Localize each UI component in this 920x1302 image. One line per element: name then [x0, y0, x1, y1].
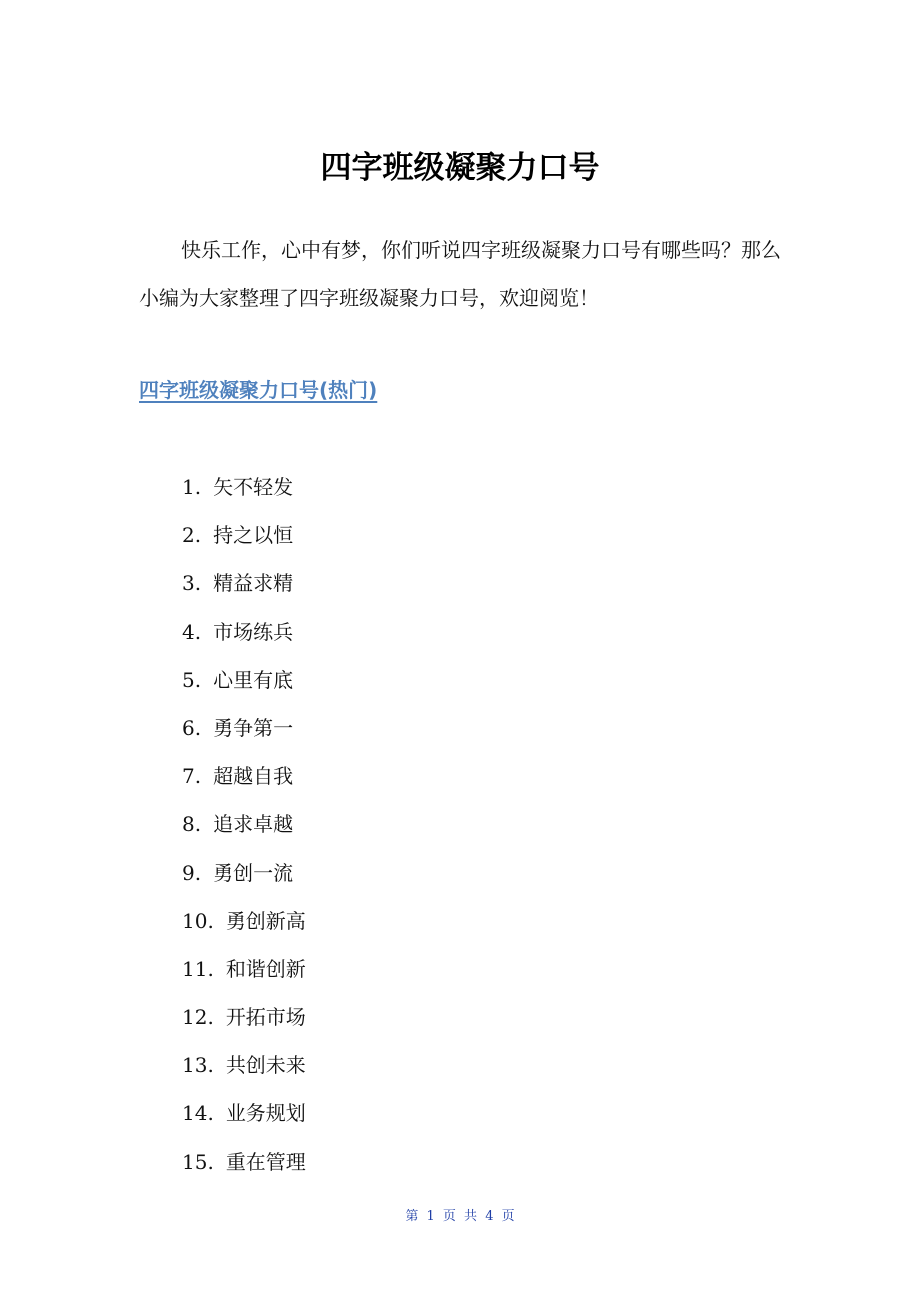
list-item-text: 超越自我 [213, 764, 294, 789]
list-item-number: 12. [182, 1005, 214, 1030]
slogan-list [182, 468, 306, 1191]
list-item [182, 516, 306, 564]
document-title: 四字班级凝聚力口号 [320, 150, 600, 186]
list-item-text: 勇创一流 [213, 860, 294, 885]
list-item [182, 468, 306, 516]
list-item [182, 661, 306, 709]
list-item-text: 心里有底 [213, 667, 294, 692]
list-item-number: 11. [182, 956, 214, 981]
list-item [182, 564, 306, 612]
list-item-number: 2. [182, 523, 202, 548]
list-item-text: 共创未来 [225, 1053, 306, 1078]
list-item-number: 4. [182, 619, 202, 644]
list-item-text: 追求卓越 [213, 812, 294, 837]
list-item-text: 重在管理 [225, 1149, 306, 1174]
list-item [182, 998, 306, 1046]
list-item [182, 805, 306, 853]
list-item-number: 14. [182, 1101, 214, 1126]
list-item [182, 1094, 306, 1142]
list-item [182, 1046, 306, 1094]
list-item [182, 709, 306, 757]
list-item-text: 开拓市场 [225, 1005, 306, 1030]
list-item-number: 10. [182, 908, 214, 933]
list-item-number: 9. [182, 860, 202, 885]
list-item-number: 15. [182, 1149, 214, 1174]
list-item [182, 950, 306, 998]
list-item-text: 市场练兵 [213, 619, 294, 644]
list-item [182, 902, 306, 950]
list-item-text: 精益求精 [213, 571, 294, 596]
list-item-number: 5. [182, 667, 202, 692]
list-item-text: 和谐创新 [225, 956, 306, 981]
list-item-number: 6. [182, 715, 202, 740]
list-item [182, 757, 306, 805]
list-item [182, 854, 306, 902]
list-item-number: 1. [182, 475, 202, 499]
page-number-footer: 第 1 页 共 4 页 [405, 1209, 515, 1224]
list-item-text: 矢不轻发 [213, 475, 294, 499]
intro-paragraph: 快乐工作，心中有梦，你们听说四字班级凝聚力口号有哪些吗？那么小编为大家整理了四字班级凝聚力口号，欢迎阅览！ [139, 238, 781, 310]
section-heading-link[interactable]: 四字班级凝聚力口号(热门) [139, 378, 378, 402]
list-item [182, 1143, 306, 1191]
list-item-number: 8. [182, 812, 202, 837]
list-item-number: 13. [182, 1053, 214, 1078]
list-item-text: 业务规划 [225, 1101, 306, 1126]
list-item-number: 3. [182, 571, 202, 596]
list-item [182, 613, 306, 661]
list-item-number: 7. [182, 764, 202, 789]
list-item-text: 持之以恒 [213, 523, 294, 548]
list-item-text: 勇创新高 [225, 908, 306, 933]
list-item-text: 勇争第一 [213, 715, 294, 740]
